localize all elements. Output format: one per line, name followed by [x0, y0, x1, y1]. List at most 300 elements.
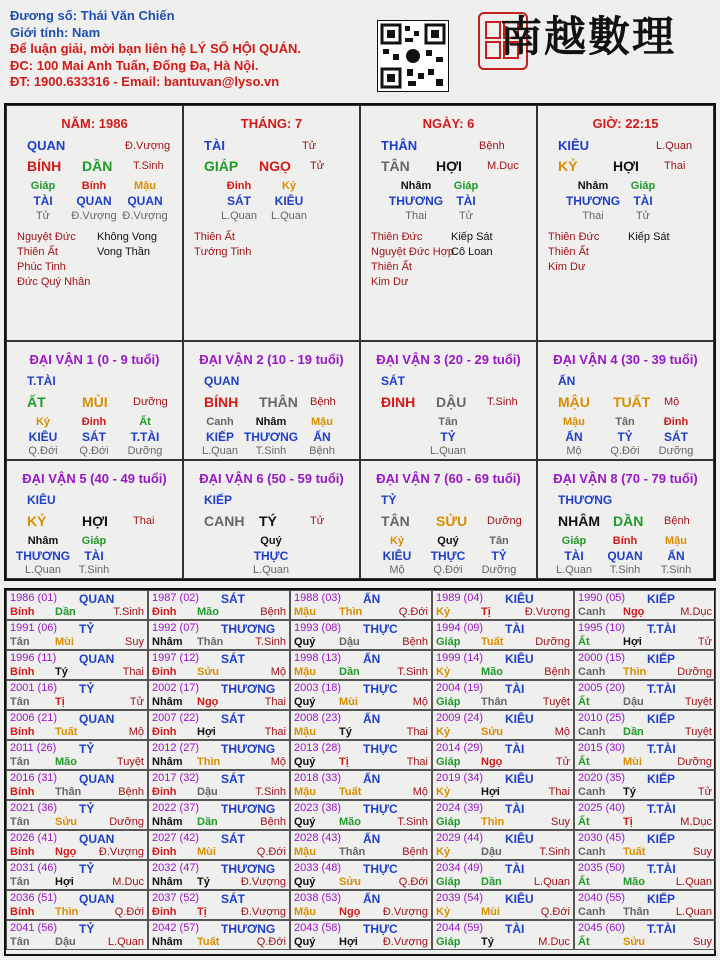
year-cell	[432, 650, 574, 680]
year-cell	[574, 830, 716, 860]
year-cell	[6, 710, 148, 740]
year-branch: Thìn	[55, 906, 79, 918]
year-cell	[432, 740, 574, 770]
pillar-title: GIỜ: 22:15	[592, 116, 659, 131]
year-cell	[6, 740, 148, 770]
hidden-stem: Giáp	[30, 180, 56, 192]
luck-branch: HỢI	[82, 513, 108, 529]
year-cell	[290, 830, 432, 860]
year-stem: Bính	[10, 906, 35, 918]
year-label: 2017 (32)	[152, 772, 200, 784]
luck-ten-god: KIẾP	[204, 493, 233, 507]
year-label: 1987 (02)	[152, 592, 200, 604]
hidden-stem: Nhâm	[255, 416, 287, 428]
year-label: 2015 (30)	[578, 742, 626, 754]
year-stem: Quý	[294, 696, 316, 708]
pillar-stem: TÂN	[381, 158, 410, 174]
year-label: 2023 (38)	[294, 802, 342, 814]
year-stem: Bính	[10, 846, 35, 858]
luck-stage: Bệnh	[310, 396, 336, 408]
year-label: 2008 (23)	[294, 712, 342, 724]
year-cell	[148, 650, 290, 680]
year-label: 2040 (55)	[578, 892, 626, 904]
hidden-stem: Bính	[612, 535, 638, 547]
year-cell	[6, 590, 148, 620]
year-stage: Dưỡng	[677, 666, 712, 678]
luck-branch: MÙI	[82, 394, 108, 410]
year-stem: Nhâm	[152, 696, 183, 708]
year-stage: Thai	[264, 696, 286, 708]
year-ten-god: SÁT	[221, 652, 245, 666]
year-label: 2000 (15)	[578, 652, 626, 664]
year-ten-god: TỶ	[79, 802, 95, 816]
year-cell	[148, 890, 290, 920]
year-cell	[148, 920, 290, 950]
inauspicious-stars	[628, 230, 670, 245]
year-stem: Mậu	[294, 906, 316, 918]
year-ten-god: QUAN	[79, 832, 115, 846]
year-stem: Nhâm	[152, 636, 183, 648]
year-branch: Tị	[481, 606, 491, 618]
year-branch: Tý	[339, 726, 352, 738]
contact-invite: Để luận giải, mời bạn liên hệ LÝ SỐ HỘI QUÁN.	[10, 41, 301, 56]
star-item: Thiên Ất	[371, 261, 412, 273]
pillar-title: THÁNG: 7	[240, 116, 303, 131]
hidden-stage: Q.Đới	[433, 564, 463, 576]
year-branch: Ngọ	[55, 846, 77, 858]
hidden-ten-god: TÀI	[33, 194, 53, 208]
year-ten-god: THỰC	[363, 622, 398, 636]
year-cell	[432, 770, 574, 800]
year-branch: Mùi	[481, 906, 500, 918]
year-ten-god: KIÊU	[505, 772, 534, 786]
year-stem: Đinh	[152, 606, 177, 618]
qr-code-icon	[377, 20, 449, 92]
year-stage: Bệnh	[402, 636, 428, 648]
year-stage: Suy	[125, 636, 144, 648]
year-cell	[6, 770, 148, 800]
year-ten-god: ẤN	[363, 652, 381, 666]
hidden-stage: Tử	[635, 210, 651, 222]
year-label: 2032 (47)	[152, 862, 200, 874]
year-ten-god: QUAN	[79, 892, 115, 906]
year-cell	[290, 680, 432, 710]
year-stem: Canh	[578, 666, 606, 678]
luck-stage: Thai	[133, 515, 155, 527]
pillar-branch-stage: Tử	[310, 160, 325, 172]
year-ten-god: THỰC	[363, 862, 398, 876]
year-stem: Bính	[10, 726, 35, 738]
year-label: 1988 (03)	[294, 592, 342, 604]
year-cell	[432, 830, 574, 860]
pillar-ten-god: QUAN	[27, 138, 66, 153]
year-cell	[432, 590, 574, 620]
hidden-stage: Tử	[458, 210, 474, 222]
year-stage: T.Sinh	[397, 816, 428, 828]
year-label: 2019 (34)	[436, 772, 484, 784]
star-item: Cô Loan	[451, 246, 493, 258]
year-branch: Tị	[197, 906, 207, 918]
year-stem: Kỷ	[436, 726, 451, 738]
hidden-stage: Dưỡng	[481, 564, 517, 576]
hidden-ten-god: TỶ	[440, 430, 456, 444]
year-branch: Dậu	[339, 636, 360, 648]
year-label: 2033 (48)	[294, 862, 342, 874]
luck-stem: BÍNH	[204, 394, 239, 410]
hidden-stem: Đinh	[81, 416, 107, 428]
year-stem: Ất	[578, 876, 590, 888]
year-branch: Tuất	[197, 936, 220, 948]
year-label: 2021 (36)	[10, 802, 58, 814]
year-label: 1995 (10)	[578, 622, 626, 634]
year-label: 2006 (21)	[10, 712, 58, 724]
pillar-cell	[6, 105, 183, 341]
year-stage: T.Sinh	[397, 666, 428, 678]
year-ten-god: TỶ	[79, 862, 95, 876]
year-branch: Dần	[481, 876, 502, 888]
year-label: 1986 (01)	[10, 592, 58, 604]
year-stem: Bính	[10, 786, 35, 798]
year-stem: Nhâm	[152, 876, 183, 888]
hidden-stage: L.Quan	[270, 210, 308, 222]
hidden-ten-god: THƯƠNG	[15, 549, 71, 563]
hidden-ten-god: QUAN	[127, 194, 163, 208]
year-label: 2003 (18)	[294, 682, 342, 694]
year-stem: Kỷ	[436, 606, 451, 618]
hidden-stem: Mậu	[563, 416, 585, 428]
luck-stem: NHÂM	[558, 513, 600, 529]
year-stem: Canh	[578, 906, 606, 918]
year-stage: Bệnh	[118, 786, 144, 798]
hidden-ten-god: THƯƠNG	[388, 194, 444, 208]
year-branch: Ngọ	[339, 906, 361, 918]
year-stage: Tử	[697, 786, 712, 798]
year-stage: M.Dục	[112, 876, 144, 888]
star-item: Kim Dư	[548, 261, 586, 273]
year-stem: Tân	[10, 936, 30, 948]
year-cell	[148, 830, 290, 860]
owner-name: Đương số: Thái Văn Chiến	[10, 8, 175, 23]
year-stage: Mộ	[554, 726, 570, 738]
year-stage: Tuyệt	[684, 696, 712, 708]
luck-ten-god: KIÊU	[27, 493, 56, 507]
year-stage: Thai	[406, 756, 428, 768]
year-label: 2004 (19)	[436, 682, 484, 694]
year-cell	[432, 710, 574, 740]
year-ten-god: KIẾP	[647, 712, 676, 726]
year-cell	[6, 800, 148, 830]
year-branch: Hợi	[339, 936, 358, 948]
year-label: 2018 (33)	[294, 772, 342, 784]
luck-ten-god: T.TÀI	[27, 374, 56, 388]
year-stage: Suy	[693, 846, 712, 858]
year-label: 1997 (12)	[152, 652, 200, 664]
luck-ten-god: ẤN	[558, 374, 576, 388]
year-stem: Giáp	[436, 816, 461, 828]
hidden-stem: Nhâm	[400, 180, 432, 192]
year-ten-god: T.TÀI	[647, 922, 676, 936]
year-stage: Bệnh	[544, 666, 570, 678]
pillar-branch-stage: M.Dục	[487, 160, 519, 172]
year-ten-god: ẤN	[363, 772, 381, 786]
year-stage: Suy	[693, 936, 712, 948]
year-cell	[432, 680, 574, 710]
year-stem: Ất	[578, 936, 590, 948]
hidden-stage: L.Quan	[555, 564, 593, 576]
hidden-ten-god: QUAN	[76, 194, 112, 208]
luck-cell	[183, 341, 360, 460]
luck-branch: DẬU	[436, 394, 467, 410]
year-branch: Tý	[481, 936, 494, 948]
hidden-ten-god: THỰC	[430, 549, 466, 563]
hidden-ten-god: TÀI	[633, 194, 653, 208]
luck-title: ĐẠI VẬN 1 (0 - 9 tuổi)	[29, 352, 160, 367]
year-stem: Giáp	[436, 636, 461, 648]
hidden-stem: Kỷ	[281, 180, 297, 192]
star-item: Nguyệt Đức Hợp	[371, 246, 455, 258]
pillar-branch-stage: Thai	[664, 160, 686, 172]
year-branch: Tý	[55, 666, 68, 678]
year-label: 1991 (06)	[10, 622, 58, 634]
year-stem: Canh	[578, 726, 606, 738]
hidden-ten-god: ẤN	[667, 549, 685, 563]
year-label: 2020 (35)	[578, 772, 626, 784]
luck-stem: KỶ	[27, 513, 47, 529]
star-item: Vong Thần	[97, 246, 151, 258]
year-stage: Bệnh	[402, 846, 428, 858]
hidden-stem: Giáp	[453, 180, 479, 192]
star-item: Phúc Tinh	[17, 261, 66, 273]
year-cell	[290, 860, 432, 890]
year-stage: L.Quan	[533, 876, 570, 888]
year-stage: Mộ	[270, 666, 286, 678]
year-branch: Tý	[623, 786, 636, 798]
year-stem: Mậu	[294, 666, 316, 678]
year-cell	[432, 860, 574, 890]
year-ten-god: THỰC	[363, 682, 398, 696]
year-stem: Canh	[578, 606, 606, 618]
luck-stem: ẤT	[27, 394, 46, 410]
auspicious-stars	[371, 230, 454, 290]
year-stage: L.Quan	[107, 936, 144, 948]
star-item: Kim Dư	[371, 276, 409, 288]
year-stage: Mộ	[128, 726, 144, 738]
year-cell	[148, 800, 290, 830]
star-item: Đức Quý Nhân	[17, 276, 91, 288]
year-ten-god: TÀI	[505, 682, 525, 696]
luck-cell	[360, 341, 537, 460]
star-item: Thiên Ất	[194, 231, 235, 243]
luck-stage: Dưỡng	[133, 396, 168, 408]
year-cell	[6, 650, 148, 680]
hidden-stage: T.Sinh	[78, 564, 110, 576]
luck-stage: Bệnh	[664, 515, 690, 527]
luck-stem: CANH	[204, 513, 245, 529]
auspicious-stars	[17, 230, 90, 290]
year-branch: Ngọ	[197, 696, 219, 708]
hidden-stem: Mậu	[665, 535, 687, 547]
year-ten-god: TỶ	[79, 682, 95, 696]
year-stage: Dưỡng	[109, 816, 144, 828]
luck-branch: DẦN	[613, 513, 644, 529]
year-stem: Đinh	[152, 906, 177, 918]
year-cell	[6, 830, 148, 860]
year-label: 2042 (57)	[152, 922, 200, 934]
hidden-stem: Kỷ	[35, 416, 51, 428]
year-ten-god: THƯƠNG	[221, 622, 276, 636]
luck-title: ĐẠI VẬN 5 (40 - 49 tuổi)	[22, 471, 167, 486]
year-label: 2016 (31)	[10, 772, 58, 784]
year-branch: Thìn	[623, 666, 647, 678]
hidden-stem: Ất	[139, 416, 151, 428]
year-ten-god: SÁT	[221, 832, 245, 846]
hidden-stage: Dưỡng	[127, 445, 163, 457]
header-info	[10, 8, 301, 91]
luck-title: ĐẠI VẬN 8 (70 - 79 tuổi)	[553, 471, 698, 486]
year-cell	[6, 680, 148, 710]
year-branch: Dậu	[623, 696, 644, 708]
year-label: 2010 (25)	[578, 712, 626, 724]
hidden-stem: Tân	[438, 416, 458, 428]
year-branch: Sửu	[55, 816, 78, 828]
year-ten-god: ẤN	[363, 892, 381, 906]
year-stem: Ất	[578, 816, 590, 828]
year-cell	[574, 680, 716, 710]
year-ten-god: THƯƠNG	[221, 922, 276, 936]
hidden-ten-god: SÁT	[664, 430, 688, 444]
year-branch: Dần	[339, 666, 360, 678]
year-stem: Ất	[578, 756, 590, 768]
year-ten-god: TÀI	[505, 802, 525, 816]
year-stem: Kỷ	[436, 666, 451, 678]
year-branch: Hợi	[481, 786, 500, 798]
hidden-stem: Nhâm	[27, 535, 59, 547]
year-stem: Tân	[10, 756, 30, 768]
year-stem: Mậu	[294, 606, 316, 618]
star-item: Thiên Đức	[371, 231, 423, 243]
year-ten-god: KIÊU	[505, 712, 534, 726]
year-stage: Thai	[122, 666, 144, 678]
year-ten-god: SÁT	[221, 772, 245, 786]
year-ten-god: ẤN	[363, 712, 381, 726]
year-ten-god: QUAN	[79, 772, 115, 786]
hidden-stem: Kỷ	[389, 535, 405, 547]
pillar-title: NGÀY: 6	[422, 116, 475, 131]
year-cell	[574, 710, 716, 740]
hidden-stage: Q.Đới	[610, 445, 640, 457]
year-label: 2030 (45)	[578, 832, 626, 844]
year-branch: Dần	[197, 816, 218, 828]
hidden-stem: Quý	[260, 535, 282, 547]
year-cell	[6, 890, 148, 920]
hidden-ten-god: T.TÀI	[130, 430, 160, 444]
hidden-stem: Bính	[81, 180, 107, 192]
year-ten-god: TỶ	[79, 922, 95, 936]
year-stem: Mậu	[294, 846, 316, 858]
luck-cell	[537, 460, 714, 579]
year-ten-god: THỰC	[363, 802, 398, 816]
year-stage: Mộ	[270, 756, 286, 768]
pillar-cell	[360, 105, 537, 341]
year-stem: Đinh	[152, 726, 177, 738]
pillar-title: NĂM: 1986	[61, 116, 128, 131]
year-stage: Q.Đới	[540, 906, 570, 918]
year-branch: Dậu	[197, 786, 218, 798]
pillar-ten-god: TÀI	[204, 138, 225, 153]
year-label: 2037 (52)	[152, 892, 200, 904]
luck-stage: Tử	[310, 515, 325, 527]
pillar-ten-god: KIÊU	[558, 138, 590, 153]
hidden-stage: T.Sinh	[609, 564, 641, 576]
year-cell	[432, 620, 574, 650]
year-stage: Mộ	[412, 696, 428, 708]
year-branch: Tuất	[623, 846, 646, 858]
year-cell	[574, 890, 716, 920]
year-cell	[290, 920, 432, 950]
year-stage: T.Sinh	[255, 786, 286, 798]
year-ten-god: KIẾP	[647, 592, 676, 606]
year-branch: Tị	[623, 816, 633, 828]
year-branch: Ngọ	[623, 606, 645, 618]
year-cell	[574, 590, 716, 620]
year-stage: Q.Đới	[398, 606, 428, 618]
year-stage: Q.Đới	[398, 876, 428, 888]
year-label: 2031 (46)	[10, 862, 58, 874]
year-cell	[148, 620, 290, 650]
hidden-stem: Giáp	[561, 535, 587, 547]
hidden-stage: L.Quan	[252, 564, 290, 576]
pillar-ten-god-stage: L.Quan	[656, 140, 693, 152]
year-stem: Tân	[10, 636, 30, 648]
year-stage: M.Dục	[680, 606, 712, 618]
year-label: 1989 (04)	[436, 592, 484, 604]
year-ten-god: ẤN	[363, 832, 381, 846]
year-stem: Quý	[294, 936, 316, 948]
hidden-ten-god: THƯƠNG	[565, 194, 621, 208]
pillar-branch: NGỌ	[259, 158, 291, 174]
pillar-cell	[183, 105, 360, 341]
year-branch: Dần	[55, 606, 76, 618]
year-cell	[148, 770, 290, 800]
year-cell	[6, 860, 148, 890]
year-label: 2022 (37)	[152, 802, 200, 814]
year-cell	[574, 920, 716, 950]
year-stem: Đinh	[152, 666, 177, 678]
year-stage: Bệnh	[260, 816, 286, 828]
year-label: 2011 (26)	[10, 742, 57, 754]
luck-ten-god: QUAN	[204, 374, 240, 388]
year-label: 2043 (58)	[294, 922, 342, 934]
luck-cell	[183, 460, 360, 579]
hidden-ten-god: TÀI	[84, 549, 104, 563]
year-branch: Sửu	[339, 876, 362, 888]
year-cell	[432, 800, 574, 830]
pillar-branch: HỢI	[613, 158, 639, 174]
year-stage: Tuyệt	[684, 726, 712, 738]
hidden-ten-god: SÁT	[82, 430, 106, 444]
star-item: Không Vong	[97, 231, 157, 243]
year-label: 2007 (22)	[152, 712, 200, 724]
pillar-cell	[537, 105, 714, 341]
year-stem: Canh	[578, 786, 606, 798]
year-label: 1990 (05)	[578, 592, 626, 604]
year-stage: Tử	[555, 756, 570, 768]
year-stem: Giáp	[436, 756, 461, 768]
year-label: 2036 (51)	[10, 892, 58, 904]
year-stage: Q.Đới	[256, 936, 286, 948]
year-stem: Giáp	[436, 936, 461, 948]
luck-cell	[6, 460, 183, 579]
